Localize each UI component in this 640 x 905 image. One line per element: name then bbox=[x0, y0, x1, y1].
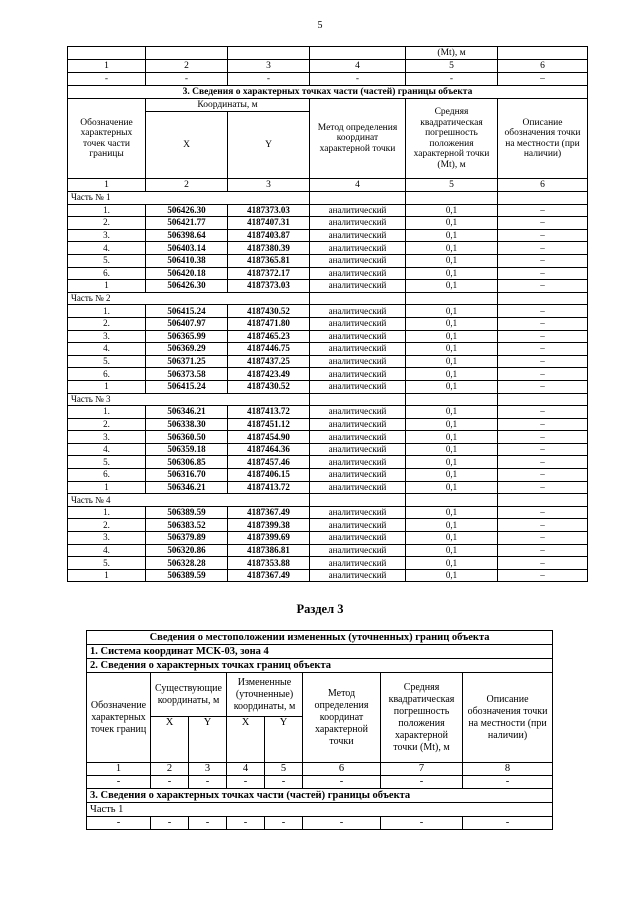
table-cell: - bbox=[151, 776, 189, 789]
table-row bbox=[68, 330, 588, 343]
point-number: 1 bbox=[68, 481, 146, 494]
method-cell: аналитический bbox=[310, 317, 406, 330]
page-number: 5 bbox=[317, 20, 323, 31]
error-cell: 0,1 bbox=[406, 557, 498, 570]
method-header: Метод определения координат характерной точки bbox=[303, 673, 381, 763]
table-cell: - bbox=[381, 817, 463, 830]
description-cell: – bbox=[498, 267, 588, 280]
table-cell: - bbox=[463, 817, 553, 830]
method-cell: аналитический bbox=[310, 456, 406, 469]
description-cell: – bbox=[498, 204, 588, 217]
designation-header: Обозначение характерных точек границ bbox=[87, 673, 151, 763]
table-row bbox=[68, 242, 588, 255]
table-row bbox=[68, 229, 588, 242]
x-coordinate: 506410.38 bbox=[146, 254, 228, 267]
description-cell: – bbox=[498, 544, 588, 557]
table-cell: - bbox=[265, 776, 303, 789]
description-cell: – bbox=[498, 254, 588, 267]
part-label-row bbox=[68, 292, 588, 305]
method-cell: аналитический bbox=[310, 418, 406, 431]
table-cell: – bbox=[498, 73, 588, 86]
method-cell: аналитический bbox=[310, 469, 406, 482]
description-cell: – bbox=[498, 418, 588, 431]
point-number: 5. bbox=[68, 254, 146, 267]
x-coordinate: 506365.99 bbox=[146, 330, 228, 343]
error-cell: 0,1 bbox=[406, 305, 498, 318]
header-cell bbox=[68, 47, 146, 60]
point-number: 2. bbox=[68, 418, 146, 431]
subsection3-row bbox=[87, 789, 553, 803]
y-header: Y bbox=[228, 112, 310, 179]
point-number: 3. bbox=[68, 330, 146, 343]
section-title: 3. Сведения о характерных точках части (частей) границы объекта bbox=[68, 86, 588, 99]
point-number: 6. bbox=[68, 368, 146, 381]
error-cell: 0,1 bbox=[406, 330, 498, 343]
table-cell: - bbox=[265, 817, 303, 830]
section-title-row bbox=[68, 86, 588, 99]
x-coordinate: 506320.86 bbox=[146, 544, 228, 557]
x-coordinate: 506426.30 bbox=[146, 280, 228, 293]
x-coordinate: 506407.97 bbox=[146, 317, 228, 330]
method-cell: аналитический bbox=[310, 305, 406, 318]
error-header: Средняя квадратическая погрешность положения характерной точки (Mt), м bbox=[406, 99, 498, 179]
existing-coords-header: Существующие координаты, м bbox=[151, 673, 227, 717]
description-cell: – bbox=[498, 355, 588, 368]
header-cell bbox=[228, 47, 310, 60]
dash-row bbox=[68, 73, 588, 86]
part-label: Часть № 2 bbox=[68, 292, 310, 305]
description-cell: – bbox=[498, 431, 588, 444]
error-cell: 0,1 bbox=[406, 506, 498, 519]
coord-system: 1. Система координат МСК-03, зона 4 bbox=[87, 645, 553, 659]
y-coordinate: 4187437.25 bbox=[228, 355, 310, 368]
y-coordinate: 4187413.72 bbox=[228, 406, 310, 419]
description-cell: – bbox=[498, 217, 588, 230]
table-row bbox=[68, 506, 588, 519]
error-cell: 0,1 bbox=[406, 280, 498, 293]
y-coordinate: 4187386.81 bbox=[228, 544, 310, 557]
description-cell: – bbox=[498, 330, 588, 343]
column-number: 2 bbox=[151, 763, 189, 776]
table-cell: - bbox=[381, 776, 463, 789]
description-cell: – bbox=[498, 469, 588, 482]
column-number-row bbox=[68, 179, 588, 192]
y-coordinate: 4187367.49 bbox=[228, 506, 310, 519]
table-row bbox=[68, 368, 588, 381]
point-number: 1 bbox=[68, 569, 146, 582]
error-cell: 0,1 bbox=[406, 355, 498, 368]
table-row bbox=[68, 254, 588, 267]
subsection2-row bbox=[87, 659, 553, 673]
point-number: 3. bbox=[68, 229, 146, 242]
column-number-row bbox=[87, 763, 553, 776]
point-number: 5. bbox=[68, 355, 146, 368]
method-cell: аналитический bbox=[310, 343, 406, 356]
error-cell: 0,1 bbox=[406, 204, 498, 217]
table-row bbox=[68, 456, 588, 469]
table-row bbox=[68, 443, 588, 456]
column-number: 6 bbox=[303, 763, 381, 776]
y-coordinate: 4187373.03 bbox=[228, 280, 310, 293]
point-number: 2. bbox=[68, 217, 146, 230]
y-coordinate: 4187372.17 bbox=[228, 267, 310, 280]
y-coordinate: 4187430.52 bbox=[228, 380, 310, 393]
method-cell: аналитический bbox=[310, 532, 406, 545]
y-coordinate: 4187399.38 bbox=[228, 519, 310, 532]
table-cell bbox=[310, 292, 406, 305]
x-header: X bbox=[151, 717, 189, 763]
table-cell: - bbox=[310, 73, 406, 86]
y-coordinate: 4187399.69 bbox=[228, 532, 310, 545]
table-row bbox=[68, 204, 588, 217]
description-cell: – bbox=[498, 481, 588, 494]
table-cell: - bbox=[87, 817, 151, 830]
method-cell: аналитический bbox=[310, 506, 406, 519]
description-cell: – bbox=[498, 506, 588, 519]
error-cell: 0,1 bbox=[406, 406, 498, 419]
x-header: X bbox=[227, 717, 265, 763]
column-number: 3 bbox=[228, 179, 310, 192]
table-cell: - bbox=[227, 817, 265, 830]
description-cell: – bbox=[498, 557, 588, 570]
method-cell: аналитический bbox=[310, 204, 406, 217]
column-number: 1 bbox=[68, 179, 146, 192]
column-number: 5 bbox=[265, 763, 303, 776]
x-coordinate: 506360.50 bbox=[146, 431, 228, 444]
table-cell bbox=[498, 393, 588, 406]
column-number: 5 bbox=[406, 60, 498, 73]
method-cell: аналитический bbox=[310, 267, 406, 280]
x-coordinate: 506415.24 bbox=[146, 380, 228, 393]
point-number: 4. bbox=[68, 443, 146, 456]
table-cell: - bbox=[151, 817, 189, 830]
x-coordinate: 506389.59 bbox=[146, 569, 228, 582]
dash-row bbox=[87, 817, 553, 830]
method-cell: аналитический bbox=[310, 217, 406, 230]
table-row bbox=[68, 317, 588, 330]
header-cell bbox=[310, 47, 406, 60]
x-coordinate: 506359.18 bbox=[146, 443, 228, 456]
error-cell: 0,1 bbox=[406, 317, 498, 330]
part-label-row bbox=[68, 192, 588, 205]
table-row bbox=[68, 469, 588, 482]
point-number: 4. bbox=[68, 544, 146, 557]
table-row bbox=[68, 217, 588, 230]
table-cell: - bbox=[228, 73, 310, 86]
designation-header: Обозначение характерных точек части границы bbox=[68, 99, 146, 179]
y-coordinate: 4187430.52 bbox=[228, 305, 310, 318]
error-cell: 0,1 bbox=[406, 431, 498, 444]
coords-header: Координаты, м bbox=[146, 99, 310, 112]
table-cell: - bbox=[87, 776, 151, 789]
description-cell: – bbox=[498, 532, 588, 545]
y-coordinate: 4187373.03 bbox=[228, 204, 310, 217]
point-number: 4. bbox=[68, 343, 146, 356]
point-number: 1 bbox=[68, 380, 146, 393]
error-cell: 0,1 bbox=[406, 343, 498, 356]
y-coordinate: 4187457.46 bbox=[228, 456, 310, 469]
part-label: Часть № 3 bbox=[68, 393, 310, 406]
method-cell: аналитический bbox=[310, 406, 406, 419]
table-cell bbox=[310, 192, 406, 205]
header-cell bbox=[498, 47, 588, 60]
point-number: 3. bbox=[68, 532, 146, 545]
table-row bbox=[68, 532, 588, 545]
error-cell: 0,1 bbox=[406, 418, 498, 431]
point-number: 1 bbox=[68, 280, 146, 293]
y-coordinate: 4187413.72 bbox=[228, 481, 310, 494]
description-header: Описание обозначения точки на местности (при наличии) bbox=[498, 99, 588, 179]
y-coordinate: 4187353.88 bbox=[228, 557, 310, 570]
column-number: 2 bbox=[146, 60, 228, 73]
y-header: Y bbox=[189, 717, 227, 763]
error-cell: 0,1 bbox=[406, 469, 498, 482]
x-coordinate: 506371.25 bbox=[146, 355, 228, 368]
method-cell: аналитический bbox=[310, 481, 406, 494]
method-cell: аналитический bbox=[310, 229, 406, 242]
y-coordinate: 4187406.15 bbox=[228, 469, 310, 482]
table-cell bbox=[406, 292, 498, 305]
y-coordinate: 4187380.39 bbox=[228, 242, 310, 255]
x-coordinate: 506328.28 bbox=[146, 557, 228, 570]
point-number: 6. bbox=[68, 267, 146, 280]
table-row bbox=[68, 519, 588, 532]
error-cell: 0,1 bbox=[406, 254, 498, 267]
y-coordinate: 4187367.49 bbox=[228, 569, 310, 582]
point-number: 1. bbox=[68, 305, 146, 318]
error-cell: 0,1 bbox=[406, 456, 498, 469]
part-label-row bbox=[87, 803, 553, 817]
table-cell: - bbox=[406, 73, 498, 86]
x-coordinate: 506421.77 bbox=[146, 217, 228, 230]
error-cell: 0,1 bbox=[406, 267, 498, 280]
top-header-row bbox=[68, 47, 588, 60]
y-coordinate: 4187407.31 bbox=[228, 217, 310, 230]
x-coordinate: 506316.70 bbox=[146, 469, 228, 482]
point-number: 2. bbox=[68, 519, 146, 532]
error-cell: 0,1 bbox=[406, 519, 498, 532]
table-row bbox=[68, 380, 588, 393]
description-cell: – bbox=[498, 317, 588, 330]
x-coordinate: 506398.64 bbox=[146, 229, 228, 242]
table-cell: - bbox=[303, 817, 381, 830]
table-title: Сведения о местоположении измененных (уточненных) границ объекта bbox=[87, 631, 553, 645]
description-cell: – bbox=[498, 368, 588, 381]
error-cell: 0,1 bbox=[406, 242, 498, 255]
y-coordinate: 4187471.80 bbox=[228, 317, 310, 330]
table-row bbox=[68, 481, 588, 494]
subsection3-title: 3. Сведения о характерных точках части (частей) границы объекта bbox=[87, 789, 553, 803]
column-number: 6 bbox=[498, 60, 588, 73]
column-number: 4 bbox=[310, 179, 406, 192]
column-number-row bbox=[68, 60, 588, 73]
header-cell bbox=[146, 47, 228, 60]
subsection2-title: 2. Сведения о характерных точках границ объекта bbox=[87, 659, 553, 673]
column-number: 3 bbox=[228, 60, 310, 73]
table-row bbox=[68, 406, 588, 419]
method-cell: аналитический bbox=[310, 242, 406, 255]
table-row bbox=[68, 418, 588, 431]
column-number: 6 bbox=[498, 179, 588, 192]
error-header: Средняя квадратическая погрешность положения характерной точки (Mt), м bbox=[381, 673, 463, 763]
x-coordinate: 506346.21 bbox=[146, 481, 228, 494]
method-header: Метод определения координат характерной точки bbox=[310, 99, 406, 179]
table-cell bbox=[406, 393, 498, 406]
x-coordinate: 506426.30 bbox=[146, 204, 228, 217]
x-coordinate: 506389.59 bbox=[146, 506, 228, 519]
table-cell bbox=[406, 192, 498, 205]
table-cell: - bbox=[303, 776, 381, 789]
y-coordinate: 4187454.90 bbox=[228, 431, 310, 444]
error-cell: 0,1 bbox=[406, 532, 498, 545]
x-coordinate: 506306.85 bbox=[146, 456, 228, 469]
table-row bbox=[68, 431, 588, 444]
part-label: Часть № 4 bbox=[68, 494, 310, 507]
characteristic-points-table bbox=[67, 46, 588, 582]
part-label: Часть № 1 bbox=[68, 192, 310, 205]
method-cell: аналитический bbox=[310, 557, 406, 570]
error-cell: 0,1 bbox=[406, 368, 498, 381]
part-label-row bbox=[68, 494, 588, 507]
table-cell: - bbox=[227, 776, 265, 789]
method-cell: аналитический bbox=[310, 280, 406, 293]
table-cell bbox=[310, 494, 406, 507]
description-cell: – bbox=[498, 380, 588, 393]
table-cell: - bbox=[68, 73, 146, 86]
table-cell bbox=[498, 192, 588, 205]
part-label: Часть 1 bbox=[87, 803, 553, 817]
method-cell: аналитический bbox=[310, 254, 406, 267]
y-coordinate: 4187423.49 bbox=[228, 368, 310, 381]
table-cell bbox=[498, 494, 588, 507]
table-row bbox=[68, 343, 588, 356]
method-cell: аналитический bbox=[310, 544, 406, 557]
changed-boundaries-table bbox=[86, 630, 553, 830]
table-cell: - bbox=[189, 776, 227, 789]
table-title-row bbox=[87, 631, 553, 645]
x-header: X bbox=[146, 112, 228, 179]
column-number: 3 bbox=[189, 763, 227, 776]
y-coordinate: 4187446.75 bbox=[228, 343, 310, 356]
method-cell: аналитический bbox=[310, 380, 406, 393]
header-cell: (Mt), м bbox=[406, 47, 498, 60]
coord-system-row bbox=[87, 645, 553, 659]
description-header: Описание обозначения точки на местности (при наличии) bbox=[463, 673, 553, 763]
description-cell: – bbox=[498, 280, 588, 293]
part-label-row bbox=[68, 393, 588, 406]
column-number: 5 bbox=[406, 179, 498, 192]
x-coordinate: 506346.21 bbox=[146, 406, 228, 419]
table-row bbox=[68, 544, 588, 557]
method-cell: аналитический bbox=[310, 368, 406, 381]
error-cell: 0,1 bbox=[406, 443, 498, 456]
x-coordinate: 506369.29 bbox=[146, 343, 228, 356]
y-coordinate: 4187403.87 bbox=[228, 229, 310, 242]
x-coordinate: 506420.18 bbox=[146, 267, 228, 280]
description-cell: – bbox=[498, 456, 588, 469]
table-cell bbox=[406, 494, 498, 507]
table-cell: - bbox=[463, 776, 553, 789]
column-number: 1 bbox=[68, 60, 146, 73]
x-coordinate: 506373.58 bbox=[146, 368, 228, 381]
y-header: Y bbox=[265, 717, 303, 763]
column-number: 4 bbox=[310, 60, 406, 73]
point-number: 4. bbox=[68, 242, 146, 255]
column-number: 4 bbox=[227, 763, 265, 776]
description-cell: – bbox=[498, 443, 588, 456]
description-cell: – bbox=[498, 406, 588, 419]
coords-header-row bbox=[87, 673, 553, 717]
dash-row bbox=[87, 776, 553, 789]
coords-header-row bbox=[68, 99, 588, 112]
method-cell: аналитический bbox=[310, 443, 406, 456]
y-coordinate: 4187465.23 bbox=[228, 330, 310, 343]
y-coordinate: 4187464.36 bbox=[228, 443, 310, 456]
table-cell: - bbox=[146, 73, 228, 86]
error-cell: 0,1 bbox=[406, 569, 498, 582]
description-cell: – bbox=[498, 569, 588, 582]
table-row bbox=[68, 280, 588, 293]
changed-coords-header: Измененные (уточненные) координаты, м bbox=[227, 673, 303, 717]
point-number: 1. bbox=[68, 506, 146, 519]
table-cell: - bbox=[189, 817, 227, 830]
column-number: 8 bbox=[463, 763, 553, 776]
column-number: 1 bbox=[87, 763, 151, 776]
description-cell: – bbox=[498, 242, 588, 255]
x-coordinate: 506338.30 bbox=[146, 418, 228, 431]
table-cell bbox=[498, 292, 588, 305]
y-coordinate: 4187365.81 bbox=[228, 254, 310, 267]
point-number: 3. bbox=[68, 431, 146, 444]
x-coordinate: 506403.14 bbox=[146, 242, 228, 255]
method-cell: аналитический bbox=[310, 519, 406, 532]
point-number: 2. bbox=[68, 317, 146, 330]
description-cell: – bbox=[498, 305, 588, 318]
table-row bbox=[68, 569, 588, 582]
table-cell bbox=[310, 393, 406, 406]
error-cell: 0,1 bbox=[406, 481, 498, 494]
error-cell: 0,1 bbox=[406, 217, 498, 230]
method-cell: аналитический bbox=[310, 355, 406, 368]
point-number: 5. bbox=[68, 456, 146, 469]
error-cell: 0,1 bbox=[406, 380, 498, 393]
point-number: 5. bbox=[68, 557, 146, 570]
table-row bbox=[68, 355, 588, 368]
point-number: 1. bbox=[68, 406, 146, 419]
column-number: 2 bbox=[146, 179, 228, 192]
error-cell: 0,1 bbox=[406, 229, 498, 242]
y-coordinate: 4187451.12 bbox=[228, 418, 310, 431]
description-cell: – bbox=[498, 229, 588, 242]
error-cell: 0,1 bbox=[406, 544, 498, 557]
point-number: 1. bbox=[68, 204, 146, 217]
description-cell: – bbox=[498, 519, 588, 532]
description-cell: – bbox=[498, 343, 588, 356]
table-row bbox=[68, 267, 588, 280]
table-row bbox=[68, 305, 588, 318]
point-number: 6. bbox=[68, 469, 146, 482]
column-number: 7 bbox=[381, 763, 463, 776]
x-coordinate: 506379.89 bbox=[146, 532, 228, 545]
table-row bbox=[68, 557, 588, 570]
x-coordinate: 506383.52 bbox=[146, 519, 228, 532]
x-coordinate: 506415.24 bbox=[146, 305, 228, 318]
method-cell: аналитический bbox=[310, 330, 406, 343]
method-cell: аналитический bbox=[310, 569, 406, 582]
method-cell: аналитический bbox=[310, 431, 406, 444]
section-heading: Раздел 3 bbox=[296, 602, 344, 616]
